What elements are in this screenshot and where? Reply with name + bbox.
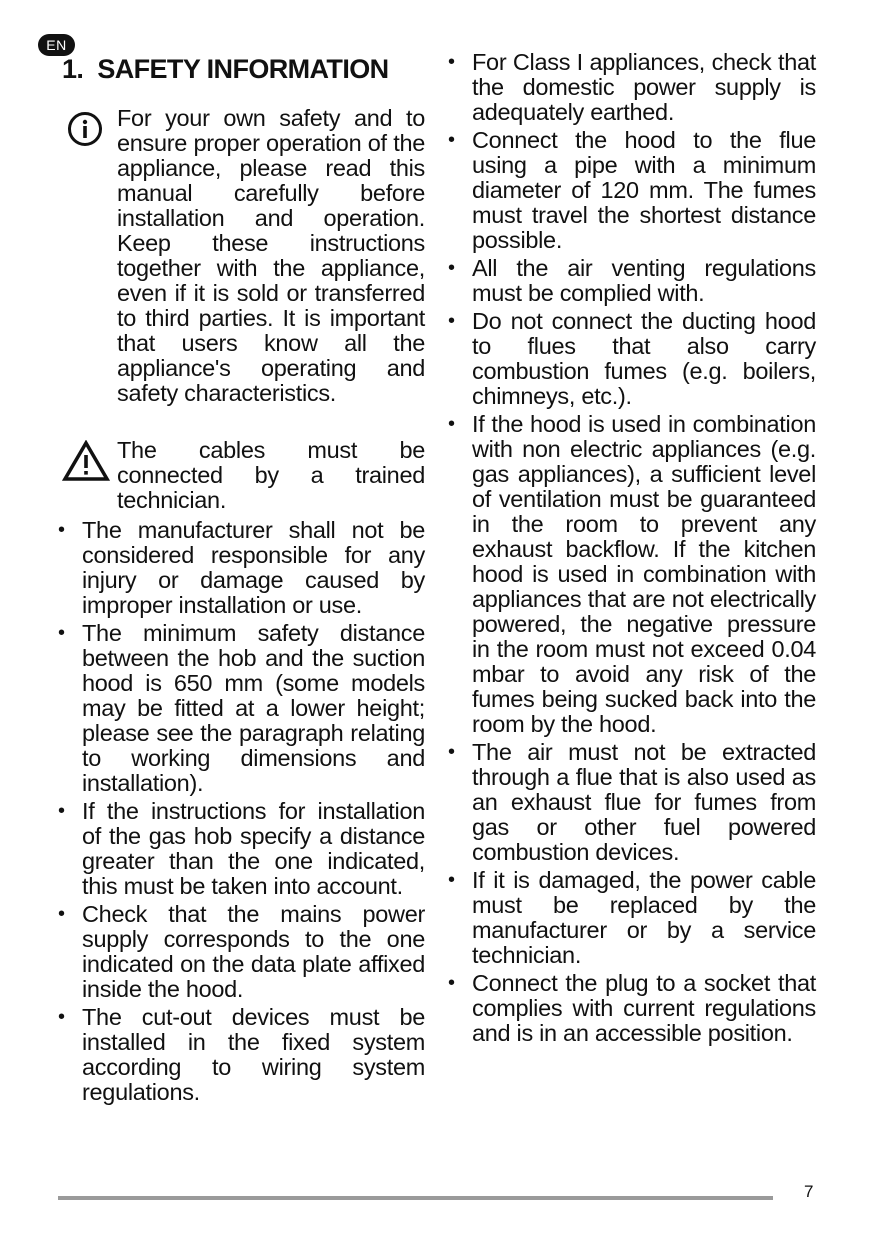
warning-triangle-icon bbox=[62, 440, 110, 487]
list-item: • If the instructions for installation of the gas hob specify a distance greater than the one indicated, this must be taken into account. bbox=[58, 799, 425, 899]
list-item: • The air must not be extracted through a flue that is also used as an exhaust flue for fumes from gas or other fuel powered combustion devices. bbox=[448, 740, 816, 865]
warning-note bbox=[58, 438, 425, 513]
right-bullet-list bbox=[448, 50, 816, 1049]
list-item: • If it is damaged, the power cable must be replaced by the manufacturer or by a service technician. bbox=[448, 868, 816, 968]
list-item: • Connect the hood to the flue using a pipe with a minimum diameter of 120 mm. The fumes must travel the shortest distance possible. bbox=[448, 128, 816, 253]
list-item: • The cut-out devices must be installed in the fixed system according to wiring system regulations. bbox=[58, 1005, 425, 1105]
list-item: • For Class I appliances, check that the domestic power supply is adequately earthed. bbox=[448, 50, 816, 125]
section-heading bbox=[62, 54, 389, 85]
info-note bbox=[58, 106, 425, 406]
list-item: • Connect the plug to a socket that complies with current regulations and is in an accessible position. bbox=[448, 971, 816, 1046]
list-item: • All the air venting regulations must be complied with. bbox=[448, 256, 816, 306]
list-item: • The manufacturer shall not be considered responsible for any injury or damage caused by improper installation or use. bbox=[58, 518, 425, 618]
section-title: SAFETY INFORMATION bbox=[97, 54, 389, 84]
page-number: 7 bbox=[804, 1182, 814, 1201]
info-circle-icon bbox=[66, 110, 104, 153]
language-badge: EN bbox=[38, 34, 75, 56]
list-item: • If the hood is used in combination with non electric appliances (e.g. gas appliances), a sufficient level of ventilation must be guaranteed in the room to prevent any exhaust backflow. If the kitchen hood is used in combination with appliances that are not electrically powered, the negative pressure in the room must not exceed 0.04 mbar to avoid any risk of the fumes being sucked back into the room by the hood. bbox=[448, 412, 816, 737]
list-item: • The minimum safety distance between the hob and the suction hood is 650 mm (some models may be fitted at a lower height; please see the paragraph relating to working dimensions and installation). bbox=[58, 621, 425, 796]
list-item: • Do not connect the ducting hood to flues that also carry combustion fumes (e.g. boilers, chimneys, etc.). bbox=[448, 309, 816, 409]
section-number: 1. bbox=[62, 54, 84, 84]
list-item: • Check that the mains power supply corresponds to the one indicated on the data plate affixed inside the hood. bbox=[58, 902, 425, 1002]
footer-divider bbox=[58, 1196, 773, 1200]
left-bullet-list bbox=[58, 518, 425, 1108]
info-note-text: For your own safety and to ensure proper operation of the appliance, please read this manual carefully before installation and operation. Keep these instructions together with the appliance, even if it is sold or transferred to third parties. It is important that users know all the appliance's operating and safety characteristics. bbox=[117, 105, 425, 406]
warning-note-text: The cables must be connected by a trained technician. bbox=[117, 437, 425, 513]
